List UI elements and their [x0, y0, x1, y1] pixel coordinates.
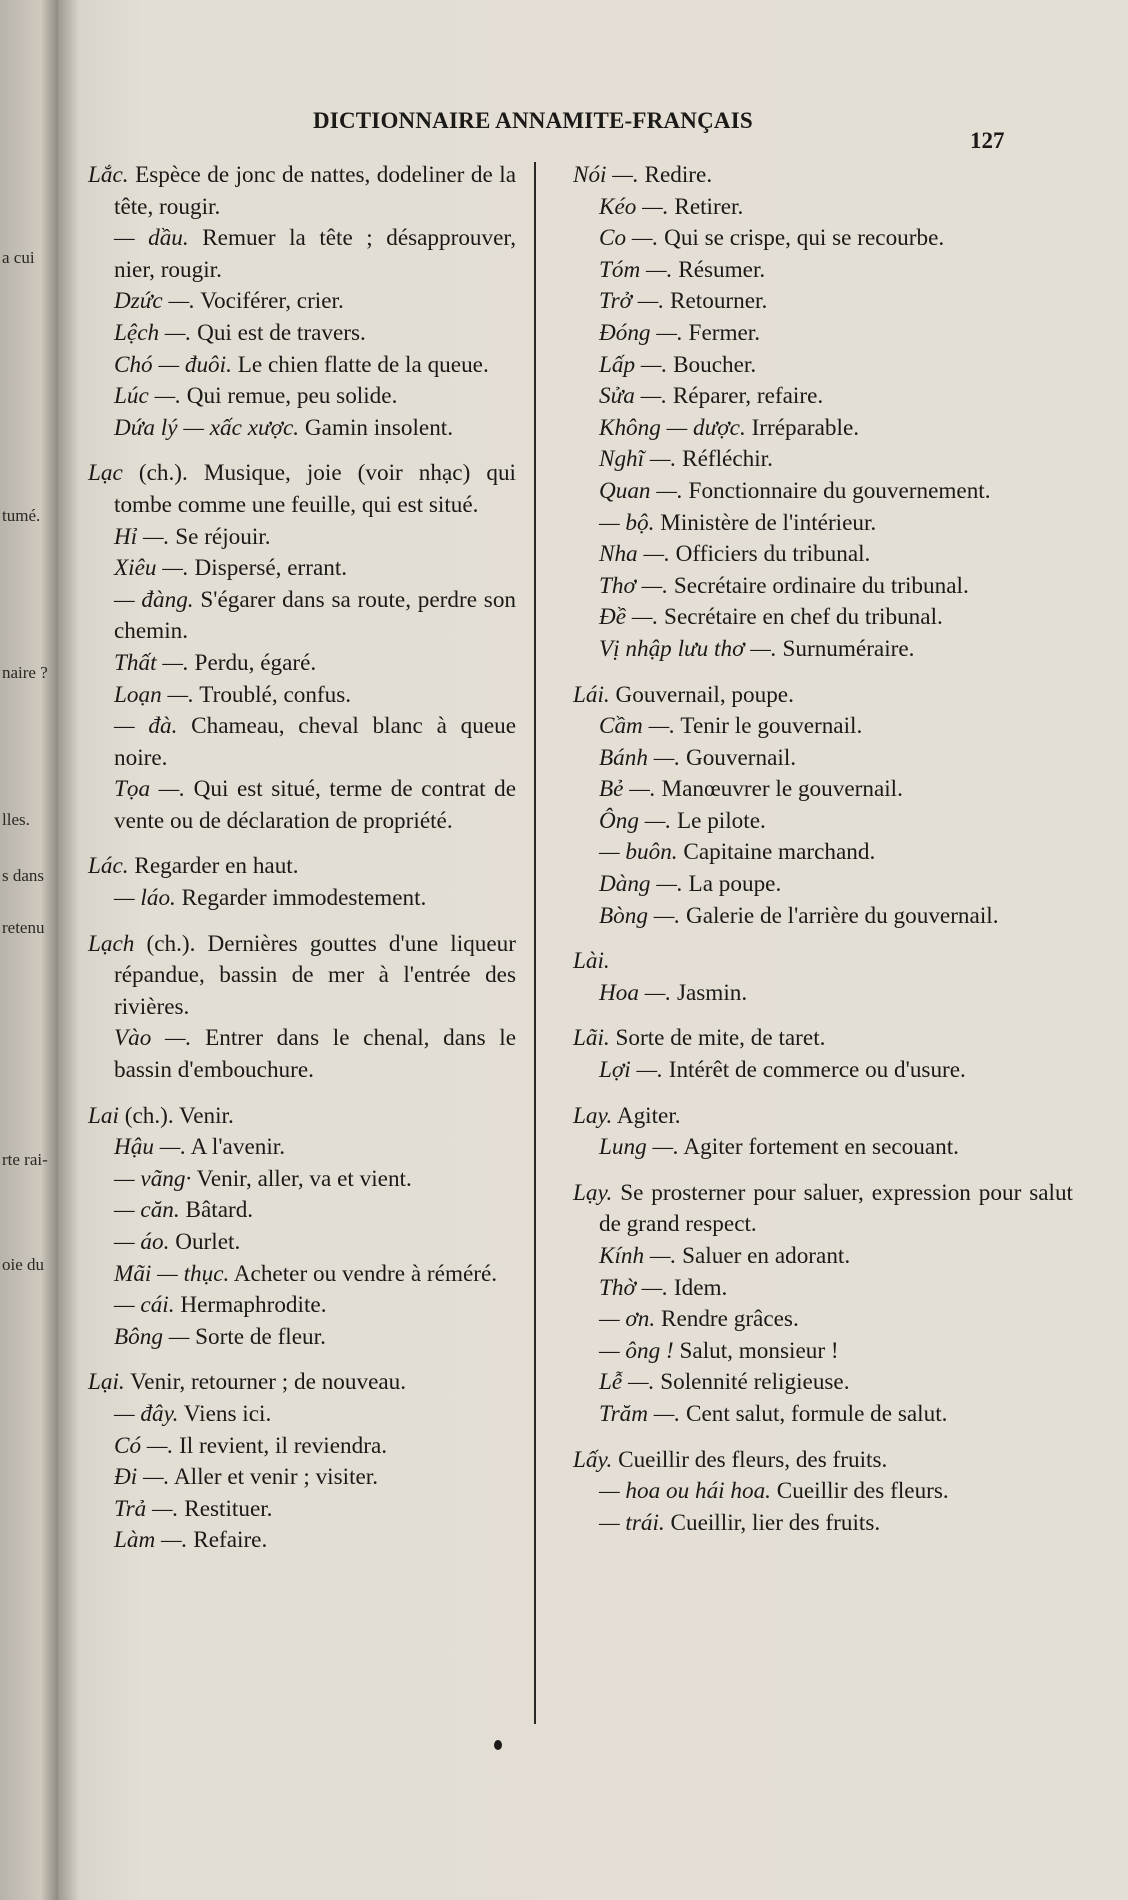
entry-subline: [573, 743, 1073, 775]
entry-subline: [88, 1164, 516, 1196]
dictionary-entry: [573, 160, 1073, 666]
headword: Đi —.: [114, 1464, 170, 1491]
definition-text: Venir, aller, va et vient.: [191, 1165, 412, 1192]
entry-headword-line: [573, 680, 1073, 712]
ink-dot: [494, 1740, 502, 1750]
definition-text: Retourner.: [664, 288, 768, 315]
entry-subline: [573, 350, 1073, 382]
headword: Lạy.: [573, 1179, 613, 1206]
entry-subline: [88, 648, 516, 680]
entry-subline: [88, 1195, 516, 1227]
headword: Không — dược.: [599, 414, 746, 441]
definition-text: Agiter fortement en secouant.: [678, 1134, 959, 1161]
definition-text: Acheter ou vendre à réméré.: [229, 1260, 498, 1287]
headword: Lãi.: [573, 1025, 610, 1052]
headword: — ơn.: [599, 1306, 656, 1333]
headword: Tọa —.: [114, 776, 186, 803]
entry-headword-line: [88, 851, 516, 883]
headword: Lạch: [88, 930, 135, 957]
prev-page-fragment: lles.: [2, 810, 30, 829]
entry-subline: [88, 553, 516, 585]
definition-text: Dispersé, errant.: [188, 555, 348, 582]
headword: Lệch —.: [114, 319, 192, 346]
definition-text: La poupe.: [682, 871, 782, 898]
definition-text: Hermaphrodite.: [174, 1292, 327, 1319]
headword: Lấy.: [573, 1446, 613, 1473]
definition-text: Officiers du tribunal.: [669, 541, 871, 568]
headword: Chó — đuôi.: [114, 351, 232, 378]
definition-text: Réfléchir.: [676, 446, 773, 473]
definition-text: Se prosterner pour saluer, expression pour salut de grand respect.: [599, 1179, 1073, 1238]
definition-text: Gouvernail.: [680, 744, 797, 771]
headword: Nói —.: [573, 162, 639, 188]
definition-text: (ch.). Dernières gouttes d'une liqueur répandue, bassin de mer à l'entrée des rivières.: [114, 930, 516, 1020]
definition-text: Le pilote.: [671, 807, 766, 834]
definition-text: Espèce de jonc de nattes, dodeliner de la tête, rougir.: [114, 162, 516, 220]
headword: Làm —.: [114, 1527, 188, 1554]
entry-headword-line: [88, 1101, 516, 1133]
headword: Hậu —.: [114, 1134, 187, 1161]
headword: Lấp —.: [599, 351, 668, 378]
definition-text: Redire.: [638, 162, 713, 188]
entry-subline: [573, 286, 1073, 318]
definition-text: Fonctionnaire du gouvernement.: [682, 477, 991, 504]
entry-subline: [573, 571, 1073, 603]
definition-text: Saluer en adorant.: [676, 1243, 851, 1269]
headword: Kéo —.: [599, 193, 669, 220]
headword: Lúc —.: [114, 383, 181, 410]
entry-subline: [88, 883, 516, 915]
definition-text: Sorte de mite, de taret.: [609, 1025, 826, 1052]
definition-text: Bâtard.: [179, 1197, 254, 1224]
dictionary-entry: [88, 1101, 516, 1354]
dictionary-page: [58, 0, 1128, 1900]
right-column: [573, 160, 1073, 1553]
definition-text: Tenir le gouvernail.: [675, 713, 863, 740]
entry-subline: [573, 1055, 1073, 1087]
headword: Thất —.: [114, 649, 189, 676]
definition-text: Le chien flatte de la queue.: [231, 351, 489, 378]
entry-headword-line: [573, 1445, 1073, 1477]
headword: Lợi —.: [599, 1057, 663, 1084]
entry-subline: [88, 1462, 516, 1494]
headword: — căn.: [114, 1197, 180, 1224]
definition-text: Secrétaire en chef du tribunal.: [658, 604, 943, 631]
entry-subline: [88, 1525, 516, 1557]
headword: Lác.: [88, 853, 129, 880]
dictionary-entry: [573, 946, 1073, 1009]
entry-subline: [573, 1241, 1073, 1273]
entry-subline: [573, 539, 1073, 571]
headword: Dzức —.: [114, 288, 195, 315]
entry-subline: [88, 1290, 516, 1322]
entry-subline: [88, 1431, 516, 1463]
headword: Hoa —.: [599, 979, 672, 1006]
definition-text: Résumer.: [672, 256, 766, 283]
headword: Lái.: [573, 681, 610, 708]
entry-subline: [573, 837, 1073, 869]
entry-subline: [573, 901, 1073, 933]
headword: — vãng·: [114, 1165, 192, 1192]
entry-subline: [573, 634, 1073, 666]
headword: — bộ.: [599, 509, 655, 536]
column-divider: [534, 162, 536, 1724]
entry-headword-line: [88, 929, 516, 1024]
entry-subline: [573, 1304, 1073, 1336]
headword: Bánh —.: [599, 744, 681, 771]
definition-text: A l'avenir.: [186, 1134, 286, 1161]
headword: Lắc.: [88, 162, 129, 188]
entry-subline: [88, 1322, 516, 1354]
entry-headword-line: [573, 160, 1073, 192]
left-column: [88, 160, 516, 1571]
entry-subline: [573, 1132, 1073, 1164]
definition-text: Aller et venir ; visiter.: [169, 1464, 379, 1491]
entry-subline: [573, 1399, 1073, 1431]
headword: Dàng —.: [599, 871, 683, 898]
prev-page-fragment: oie du: [2, 1255, 45, 1274]
entry-subline: [573, 711, 1073, 743]
headword: Nghĩ —.: [599, 446, 677, 473]
headword: — đàng.: [114, 586, 194, 613]
headword: Trăm —.: [599, 1400, 681, 1427]
entry-subline: [573, 508, 1073, 540]
entry-subline: [573, 255, 1073, 287]
definition-text: Se réjouir.: [169, 523, 271, 550]
definition-text: Ministère de l'intérieur.: [654, 509, 877, 536]
headword: Trở —.: [599, 288, 665, 315]
headword: Dứa lý — xấc xược.: [114, 414, 300, 441]
page-number: 127: [970, 128, 1005, 153]
headword: — đà.: [114, 713, 178, 740]
entry-subline: [88, 774, 516, 837]
dictionary-entry: [88, 1367, 516, 1557]
headword: — buôn.: [599, 839, 678, 866]
definition-text: Qui remue, peu solide.: [181, 383, 398, 410]
entry-subline: [573, 381, 1073, 413]
definition-text: Intérêt de commerce ou d'usure.: [662, 1057, 966, 1084]
headword: Trả —.: [114, 1495, 179, 1522]
headword: Kính —.: [599, 1243, 677, 1269]
headword: Lung —.: [599, 1134, 679, 1161]
definition-text: (ch.). Musique, joie (voir nhạc) qui tombe comme une feuille, qui est situé.: [114, 460, 516, 518]
headword: Bòng —.: [599, 902, 681, 929]
entry-subline: [88, 1227, 516, 1259]
entry-subline: [573, 476, 1073, 508]
definition-text: Ourlet.: [169, 1229, 241, 1255]
definition-text: Refaire.: [187, 1527, 268, 1554]
headword: Loạn —.: [114, 681, 194, 708]
dictionary-entry: [88, 929, 516, 1087]
definition-text: Cueillir, lier des fruits.: [664, 1509, 881, 1536]
entry-subline: [88, 381, 516, 413]
definition-text: Rendre grâces.: [655, 1306, 799, 1333]
entry-subline: [573, 318, 1073, 350]
entry-subline: [88, 413, 516, 445]
prev-page-fragment: retenu: [2, 918, 45, 937]
prev-page-fragment: naire ?: [2, 663, 48, 682]
headword: Xiêu —.: [114, 555, 189, 582]
dictionary-entry: [573, 1445, 1073, 1540]
definition-text: Irréparable.: [745, 414, 860, 441]
entry-subline: [88, 1023, 516, 1086]
definition-text: Réparer, refaire.: [667, 383, 824, 410]
page-header-title: DICTIONNAIRE ANNAMITE-FRANÇAIS: [313, 108, 753, 133]
definition-text: Regarder en haut.: [128, 853, 299, 880]
entry-subline: [573, 806, 1073, 838]
entry-headword-line: [573, 1101, 1073, 1133]
headword: — hoa ou hái hoa.: [599, 1478, 771, 1505]
entry-subline: [88, 680, 516, 712]
headword: Lay.: [573, 1102, 613, 1129]
prev-page-fragment: rte rai-: [2, 1150, 48, 1169]
entry-subline: [573, 1476, 1073, 1508]
definition-text: Sorte de fleur.: [189, 1323, 326, 1350]
definition-text: Secrétaire ordinaire du tribunal.: [668, 572, 969, 599]
headword: Thờ —.: [599, 1274, 669, 1301]
headword: — áo.: [114, 1229, 170, 1255]
definition-text: Qui est de travers.: [191, 319, 366, 346]
entry-subline: [573, 978, 1073, 1010]
definition-text: Regarder immodestement.: [175, 885, 427, 912]
headword: Lạc: [88, 460, 123, 487]
previous-page-edge: [0, 0, 58, 1900]
entry-headword-line: [88, 1367, 516, 1399]
entry-subline: [88, 286, 516, 318]
entry-subline: [573, 192, 1073, 224]
headword: Có —.: [114, 1432, 174, 1459]
definition-text: Capitaine marchand.: [677, 839, 876, 866]
entry-headword-line: [573, 946, 1073, 978]
prev-page-fragment: tumé.: [2, 506, 41, 525]
dictionary-entry: [88, 851, 516, 914]
headword: — đây.: [114, 1400, 179, 1427]
definition-text: Galerie de l'arrière du gouvernail.: [680, 902, 999, 929]
entry-headword-line: [573, 1178, 1073, 1241]
prev-page-fragment: a cui: [2, 248, 35, 267]
definition-text: Manœuvrer le gouvernail.: [655, 776, 903, 803]
entry-subline: [88, 1494, 516, 1526]
entry-subline: [88, 350, 516, 382]
entry-subline: [573, 1273, 1073, 1305]
entry-subline: [573, 1508, 1073, 1540]
entry-subline: [573, 602, 1073, 634]
headword: Lài.: [573, 948, 610, 975]
definition-text: Venir, retourner ; de nouveau.: [124, 1369, 407, 1396]
headword: — trái.: [599, 1509, 665, 1536]
entry-subline: [88, 1132, 516, 1164]
definition-text: Troublé, confus.: [193, 681, 352, 708]
headword: Ông —.: [599, 807, 672, 834]
definition-text: Boucher.: [667, 351, 757, 378]
prev-page-fragment: s dans: [2, 866, 45, 885]
dictionary-entry: [573, 1178, 1073, 1431]
dictionary-entry: [573, 1101, 1073, 1164]
definition-text: Restituer.: [178, 1495, 273, 1522]
definition-text: Entrer dans le chenal, dans le bassin d'embouchure.: [114, 1025, 517, 1084]
entry-subline: [573, 1367, 1073, 1399]
definition-text: Vociférer, crier.: [194, 288, 344, 315]
headword: — ông !: [599, 1337, 674, 1364]
definition-text: Retirer.: [668, 193, 744, 220]
entry-subline: [573, 869, 1073, 901]
definition-text: Idem.: [668, 1274, 728, 1301]
headword: — cái.: [114, 1292, 175, 1319]
headword: — láo.: [114, 885, 176, 912]
dictionary-entry: [88, 160, 516, 444]
definition-text: Jasmin.: [671, 979, 748, 1006]
entry-headword-line: [573, 1023, 1073, 1055]
headword: Tóm —.: [599, 256, 673, 283]
definition-text: S'égarer dans sa route, perdre son chemin.: [114, 586, 517, 645]
definition-text: Viens ici.: [178, 1400, 272, 1427]
headword: Đóng —.: [599, 319, 683, 346]
entry-headword-line: [88, 160, 516, 223]
entry-subline: [573, 774, 1073, 806]
dictionary-entry: [573, 1023, 1073, 1086]
headword: Lại.: [88, 1369, 125, 1396]
entry-subline: [88, 1399, 516, 1431]
headword: Vị nhập lưu thơ —.: [599, 635, 777, 662]
definition-text: Perdu, égaré.: [188, 649, 317, 676]
entry-subline: [573, 444, 1073, 476]
entry-subline: [573, 1336, 1073, 1368]
entry-subline: [88, 522, 516, 554]
headword: Cầm —.: [599, 713, 676, 740]
headword: Sửa —.: [599, 383, 668, 410]
headword: Co —.: [599, 225, 659, 252]
definition-text: Il revient, il reviendra.: [173, 1432, 388, 1459]
entry-headword-line: [88, 458, 516, 521]
definition-text: Agiter.: [612, 1102, 681, 1129]
definition-text: Gamin insolent.: [299, 414, 454, 441]
entry-subline: [88, 318, 516, 350]
entry-subline: [88, 711, 516, 774]
definition-text: Remuer la tête ; désapprouver, nier, rougir.: [114, 225, 516, 283]
definition-text: Gouvernail, poupe.: [609, 681, 794, 708]
definition-text: Qui se crispe, qui se recourbe.: [658, 225, 945, 252]
headword: Vào —.: [114, 1025, 192, 1052]
headword: Quan —.: [599, 477, 683, 504]
headword: Mãi — thục.: [114, 1260, 230, 1287]
entry-subline: [573, 223, 1073, 255]
definition-text: Cueillir des fleurs.: [770, 1478, 949, 1505]
headword: — dầu.: [114, 225, 189, 252]
definition-text: Fermer.: [682, 319, 761, 346]
entry-subline: [88, 1259, 516, 1291]
headword: Nha —.: [599, 541, 670, 568]
entry-subline: [88, 585, 516, 648]
entry-subline: [88, 223, 516, 286]
definition-text: Salut, monsieur !: [673, 1337, 839, 1364]
headword: Lai: [88, 1102, 119, 1129]
definition-text: Qui est situé, terme de contrat de vente ou de déclaration de propriété.: [114, 776, 517, 834]
definition-text: Chameau, cheval blanc à queue noire.: [114, 713, 516, 771]
headword: Lễ —.: [599, 1369, 655, 1396]
headword: Bẻ —.: [599, 776, 656, 803]
entry-subline: [573, 413, 1073, 445]
headword: Đề —.: [599, 604, 659, 631]
headword: Hỉ —.: [114, 523, 170, 550]
headword: Thơ —.: [599, 572, 669, 599]
headword: Bông —: [114, 1323, 190, 1350]
definition-text: (ch.). Venir.: [118, 1102, 234, 1129]
definition-text: Solennité religieuse.: [654, 1369, 850, 1396]
definition-text: Cueillir des fleurs, des fruits.: [612, 1446, 888, 1473]
definition-text: Surnuméraire.: [776, 635, 915, 662]
definition-text: Cent salut, formule de salut.: [680, 1400, 948, 1427]
dictionary-entry: [88, 458, 516, 837]
dictionary-entry: [573, 680, 1073, 933]
